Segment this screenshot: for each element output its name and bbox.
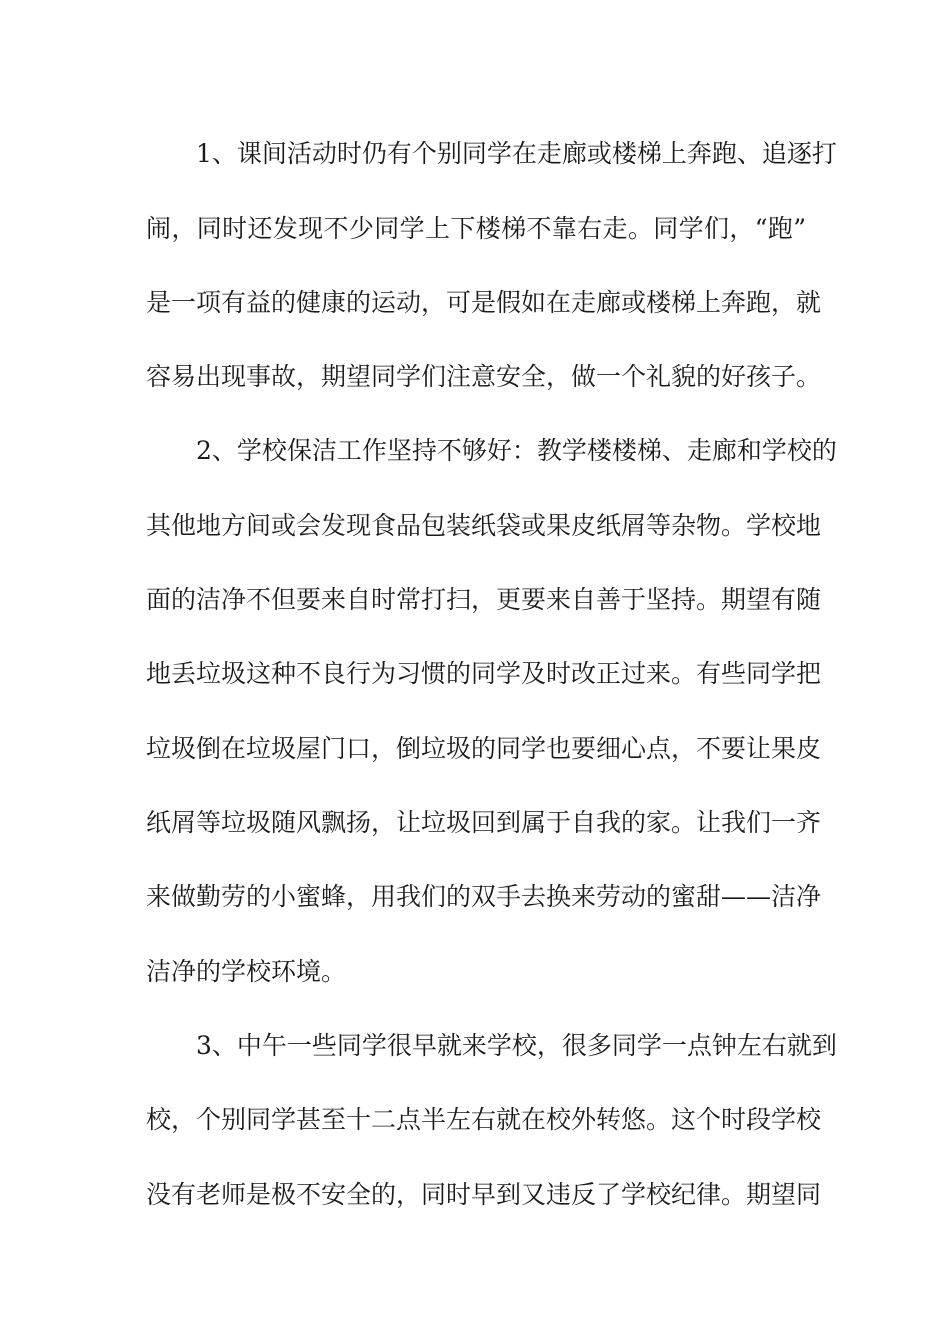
paragraph-1-line-2: 闹，同时还发现不少同学上下楼梯不靠右走。同学们，“跑” <box>146 214 806 243</box>
paragraph-2-line-4: 地丢垃圾这种不良行为习惯的同学及时改正过来。有些同学把 <box>146 659 822 688</box>
paragraph-2-line-6: 纸屑等垃圾随风飘扬，让垃圾回到属于自我的家。让我们一齐 <box>146 808 822 837</box>
paragraph-1-line-1: 1、课间活动时仍有个别同学在走廊或楼梯上奔跑、追逐打 <box>196 139 837 168</box>
paragraph-2-line-3: 面的洁净不但要来自时常打扫，更要来自善于坚持。期望有随 <box>146 585 822 614</box>
paragraph-2-line-2: 其他地方间或会发现食品包装纸袋或果皮纸屑等杂物。学校地 <box>146 511 822 540</box>
paragraph-2-line-8: 洁净的学校环境。 <box>146 957 347 986</box>
paragraph-3-line-3: 没有老师是极不安全的，同时早到又违反了学校纪律。期望同 <box>146 1180 822 1209</box>
paragraph-3-line-1: 3、中午一些同学很早就来学校，很多同学一点钟左右就到 <box>196 1031 837 1060</box>
paragraph-3-line-2: 校，个别同学甚至十二点半左右就在校外转悠。这个时段学校 <box>146 1105 822 1134</box>
paragraph-1-line-3: 是一项有益的健康的运动，可是假如在走廊或楼梯上奔跑，就 <box>146 288 822 317</box>
paragraph-2-line-1: 2、学校保洁工作坚持不够好：教学楼楼梯、走廊和学校的 <box>196 436 837 465</box>
paragraph-2-line-5: 垃圾倒在垃圾屋门口，倒垃圾的同学也要细心点，不要让果皮 <box>146 734 822 763</box>
paragraph-2-line-7: 来做勤劳的小蜜蜂，用我们的双手去换来劳动的蜜甜——洁净 <box>146 882 822 911</box>
paragraph-1-line-4: 容易出现事故，期望同学们注意安全，做一个礼貌的好孩子。 <box>146 362 822 391</box>
